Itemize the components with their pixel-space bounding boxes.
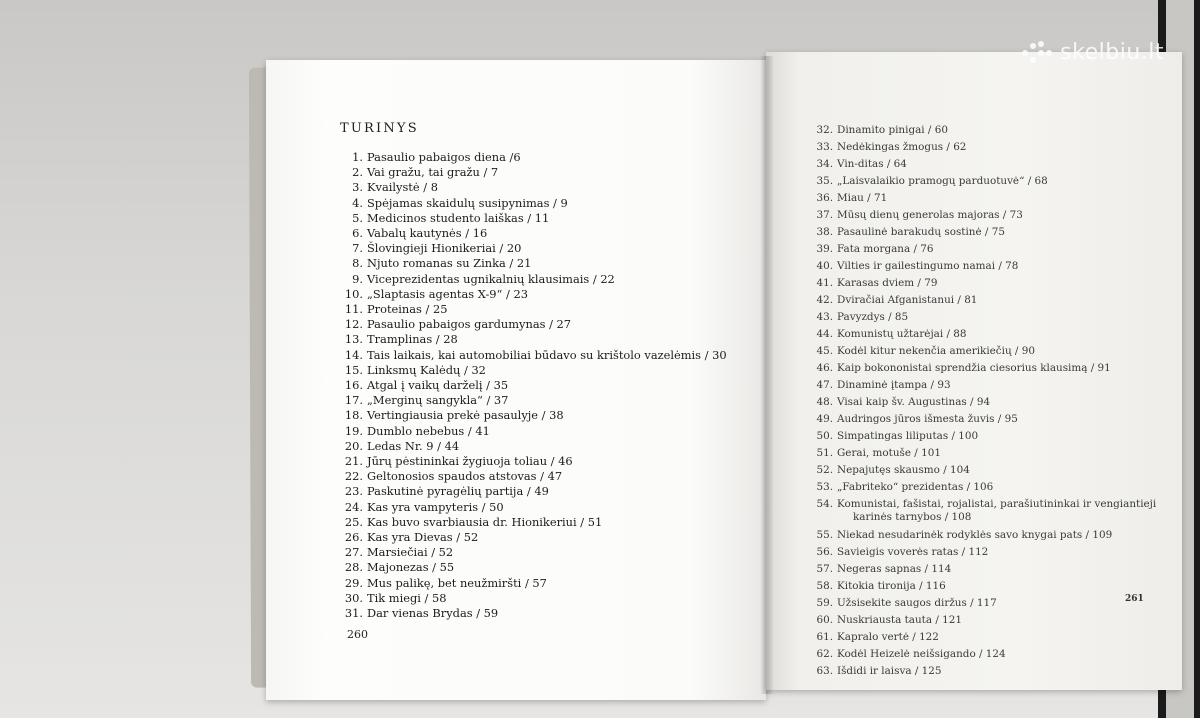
toc-entry: 19. Dumblo nebebus / 41	[344, 423, 490, 438]
toc-entry: 30. Tik miegi / 58	[344, 590, 447, 605]
toc-list-left	[336, 150, 727, 621]
book-gutter	[760, 56, 774, 694]
toc-entry: 21. Jūrų pėstininkai žygiuoja toliau / 46	[344, 454, 573, 469]
toc-entry: 27. Marsiečiai / 52	[344, 545, 454, 560]
toc-entry: 37. Mūsų dienų generolas majoras / 73	[816, 209, 1023, 221]
toc-entry: 57. Negeras sapnas / 114	[816, 563, 952, 576]
toc-entry: 60. Nuskriausta tauta / 121	[816, 614, 962, 627]
toc-entry: 62. Kodėl Heizelė neišsigando / 124	[816, 648, 1006, 661]
toc-entry: 18. Vertingiausia prekė pasaulyje / 38	[344, 408, 564, 423]
toc-list-right	[806, 122, 1156, 680]
toc-entry: 55. Niekad nesudarinėk rodyklės savo knygai pats / 109	[816, 529, 1113, 542]
toc-heading: TURINYS	[340, 121, 419, 136]
toc-entry: 14. Tais laikais, kai automobiliai būdavo su krištolo vazelėmis / 30	[344, 347, 727, 362]
toc-entry: 61. Kapralo vertė / 122	[816, 631, 939, 644]
toc-entry: 17. „Merginų sangykla“ / 37	[344, 393, 509, 408]
toc-entry: 58. Kitokia tironija / 116	[816, 580, 946, 593]
toc-entry: 63. Išdidi ir laisva / 125	[816, 665, 942, 678]
toc-entry: 25. Kas buvo svarbiausia dr. Hionikeriui / 51	[344, 514, 603, 529]
toc-entry: 33. Nedėkingas žmogus / 62	[816, 141, 967, 153]
toc-entry: 10. „Slaptasis agentas X-9“ / 23	[344, 286, 528, 301]
toc-entry: 38. Pasaulinė barakudų sostinė / 75	[816, 226, 1005, 238]
toc-entry: 6. Vabalų kautynės / 16	[352, 226, 488, 241]
watermark	[1022, 40, 1164, 65]
toc-entry: 29. Mus palikę, bet neužmiršti / 57	[344, 575, 547, 590]
toc-entry: 45. Kodėl kitur nekenčia amerikiečių / 90	[816, 345, 1035, 357]
toc-entry: 46. Kaip bokononistai sprendžia ciesorius klausimą / 91	[816, 362, 1111, 374]
toc-entry: 51. Gerai, motuše / 101	[816, 447, 941, 459]
toc-entry: 4. Spėjamas skaidulų susipynimas / 9	[352, 195, 568, 210]
right-page-number: 261	[1125, 594, 1144, 604]
toc-entry: 59. Užsisekite saugos diržus / 117	[816, 597, 997, 610]
toc-entry: 9. Viceprezidentas ugnikalnių klausimais / 22	[352, 271, 615, 286]
toc-entry: 22. Geltonosios spaudos atstovas / 47	[344, 469, 563, 484]
toc-entry: 1. Pasaulio pabaigos diena /6	[352, 150, 521, 164]
watermark-dots-icon	[1022, 41, 1052, 65]
toc-entry: 54. Komunistai, fašistai, rojalistai, parašiutininkai ir vengiantieji karinės tarnybos / 108	[816, 498, 1157, 523]
toc-entry: 31. Dar vienas Brydas / 59	[344, 606, 499, 621]
toc-entry: 28. Majonezas / 55	[344, 560, 455, 575]
toc-entry: 44. Komunistų užtarėjai / 88	[816, 328, 967, 340]
toc-entry: 49. Audringos jūros išmesta žuvis / 95	[816, 413, 1018, 425]
toc-entry: 52. Nepajutęs skausmo / 104	[816, 464, 970, 476]
toc-entry: 11. Proteinas / 25	[344, 302, 448, 317]
toc-entry: 5. Medicinos studento laiškas / 11	[352, 210, 550, 225]
toc-entry: 47. Dinaminė įtampa / 93	[816, 379, 951, 391]
toc-entry: 39. Fata morgana / 76	[816, 243, 934, 255]
toc-entry: 41. Karasas dviem / 79	[816, 277, 938, 289]
toc-entry: 48. Visai kaip šv. Augustinas / 94	[816, 396, 991, 408]
toc-entry: 26. Kas yra Dievas / 52	[344, 530, 479, 545]
toc-entry: 2. Vai gražu, tai gražu / 7	[352, 165, 499, 180]
toc-entry: 35. „Laisvalaikio pramogų parduotuvė“ / 68	[816, 175, 1048, 187]
toc-entry: 36. Miau / 71	[816, 192, 888, 204]
toc-entry: 56. Savieigis voverės ratas / 112	[816, 546, 989, 559]
watermark-text: skelbiu.lt	[1060, 40, 1164, 65]
toc-entry: 34. Vin-ditas / 64	[816, 158, 907, 170]
left-page-number: 260	[347, 628, 368, 641]
toc-entry: 12. Pasaulio pabaigos gardumynas / 27	[344, 317, 572, 332]
toc-entry: 50. Simpatingas liliputas / 100	[816, 430, 979, 442]
toc-entry: 53. „Fabriteko“ prezidentas / 106	[816, 481, 994, 493]
toc-entry: 42. Dviračiai Afganistanui / 81	[816, 294, 978, 306]
toc-entry: 16. Atgal į vaikų darželį / 35	[344, 378, 509, 393]
toc-entry: 15. Linksmų Kalėdų / 32	[344, 362, 486, 377]
toc-entry: 3. Kvailystė / 8	[352, 180, 438, 195]
toc-entry: 8. Njuto romanas su Zinka / 21	[352, 256, 532, 271]
toc-entry: 7. Šlovingieji Hionikeriai / 20	[352, 241, 522, 256]
toc-entry: 40. Vilties ir gailestingumo namai / 78	[816, 260, 1019, 272]
toc-entry: 24. Kas yra vampyteris / 50	[344, 499, 504, 514]
toc-entry: 23. Paskutinė pyragėlių partija / 49	[344, 484, 549, 499]
toc-entry: 13. Tramplinas / 28	[344, 332, 458, 347]
toc-entry: 43. Pavyzdys / 85	[816, 311, 909, 323]
toc-entry: 20. Ledas Nr. 9 / 44	[344, 438, 460, 453]
toc-entry: 32. Dinamito pinigai / 60	[816, 124, 948, 136]
